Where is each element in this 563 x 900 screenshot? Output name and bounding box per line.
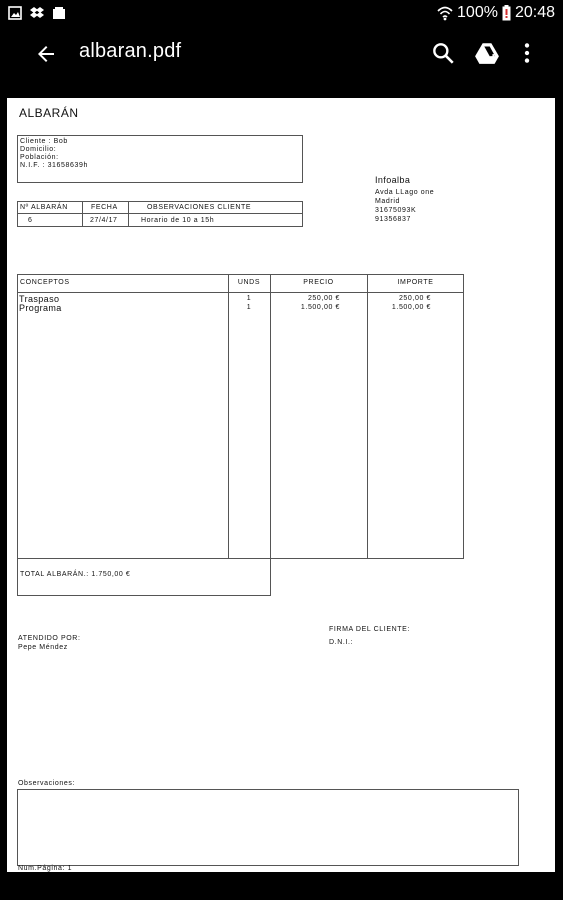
header-date: FECHA xyxy=(91,204,118,211)
back-arrow-icon[interactable] xyxy=(34,42,58,66)
dni-label: D.N.I.: xyxy=(329,639,354,646)
drive-icon[interactable] xyxy=(474,40,500,66)
item-amount: 250,00 € xyxy=(398,295,431,302)
app-bar xyxy=(0,26,563,83)
notification-icon xyxy=(52,6,66,20)
document-title: albaran.pdf xyxy=(79,40,182,62)
atendido-label: ATENDIDO POR: xyxy=(18,635,81,642)
total-albaran: TOTAL ALBARÁN.: 1.750,00 € xyxy=(20,571,131,578)
item-units: 1 xyxy=(246,295,252,302)
company-name: Infoalba xyxy=(375,175,411,185)
col-precio: PRECIO xyxy=(303,279,334,286)
albaran-client-notes: Horario de 10 a 15h xyxy=(141,217,215,224)
col-importe: IMPORTE xyxy=(397,279,434,286)
company-phone: 91356837 xyxy=(375,216,411,223)
observaciones-box xyxy=(17,789,519,866)
page-number: Num.Página: 1 xyxy=(18,865,73,872)
item-concept: Traspaso xyxy=(19,294,60,304)
header-client-notes: OBSERVACIONES CLIENTE xyxy=(147,204,252,211)
item-units: 1 xyxy=(246,304,252,311)
item-price: 250,00 € xyxy=(307,295,340,302)
item-price: 1.500,00 € xyxy=(300,304,340,311)
status-bar xyxy=(0,0,563,26)
item-amount: 1.500,00 € xyxy=(391,304,431,311)
dropbox-icon xyxy=(30,6,44,20)
pdf-page[interactable] xyxy=(7,98,555,872)
company-city: Madrid xyxy=(375,198,400,205)
item-concept: Programa xyxy=(19,303,62,313)
more-vert-icon[interactable] xyxy=(514,40,540,66)
col-conceptos: CONCEPTOS xyxy=(20,279,70,286)
company-address: Avda LLago one xyxy=(375,189,435,196)
client-address: Domicilio: xyxy=(20,146,57,153)
col-unds: UNDS xyxy=(237,279,261,286)
albaran-number: 6 xyxy=(28,217,33,224)
search-icon[interactable] xyxy=(430,40,456,66)
observaciones-label: Observaciones: xyxy=(18,780,76,787)
client-nif: N.I.F. : 31658639h xyxy=(20,162,89,169)
atendido-name: Pepe Méndez xyxy=(18,644,68,651)
company-nif: 31675093K xyxy=(375,207,417,214)
document-heading: ALBARÁN xyxy=(19,106,79,120)
items-table xyxy=(17,274,464,559)
firma-label: FIRMA DEL CLIENTE: xyxy=(329,626,410,633)
battery-percent: 100% xyxy=(457,4,498,21)
clock: 20:48 xyxy=(514,4,555,21)
albaran-date: 27/4/17 xyxy=(90,217,118,224)
battery-icon xyxy=(502,5,511,21)
header-albaran-number: Nº ALBARÁN xyxy=(20,204,68,211)
client-town: Población: xyxy=(20,154,59,161)
wifi-icon xyxy=(437,5,453,21)
image-icon xyxy=(8,6,22,20)
client-name: Cliente : Bob xyxy=(20,138,68,145)
